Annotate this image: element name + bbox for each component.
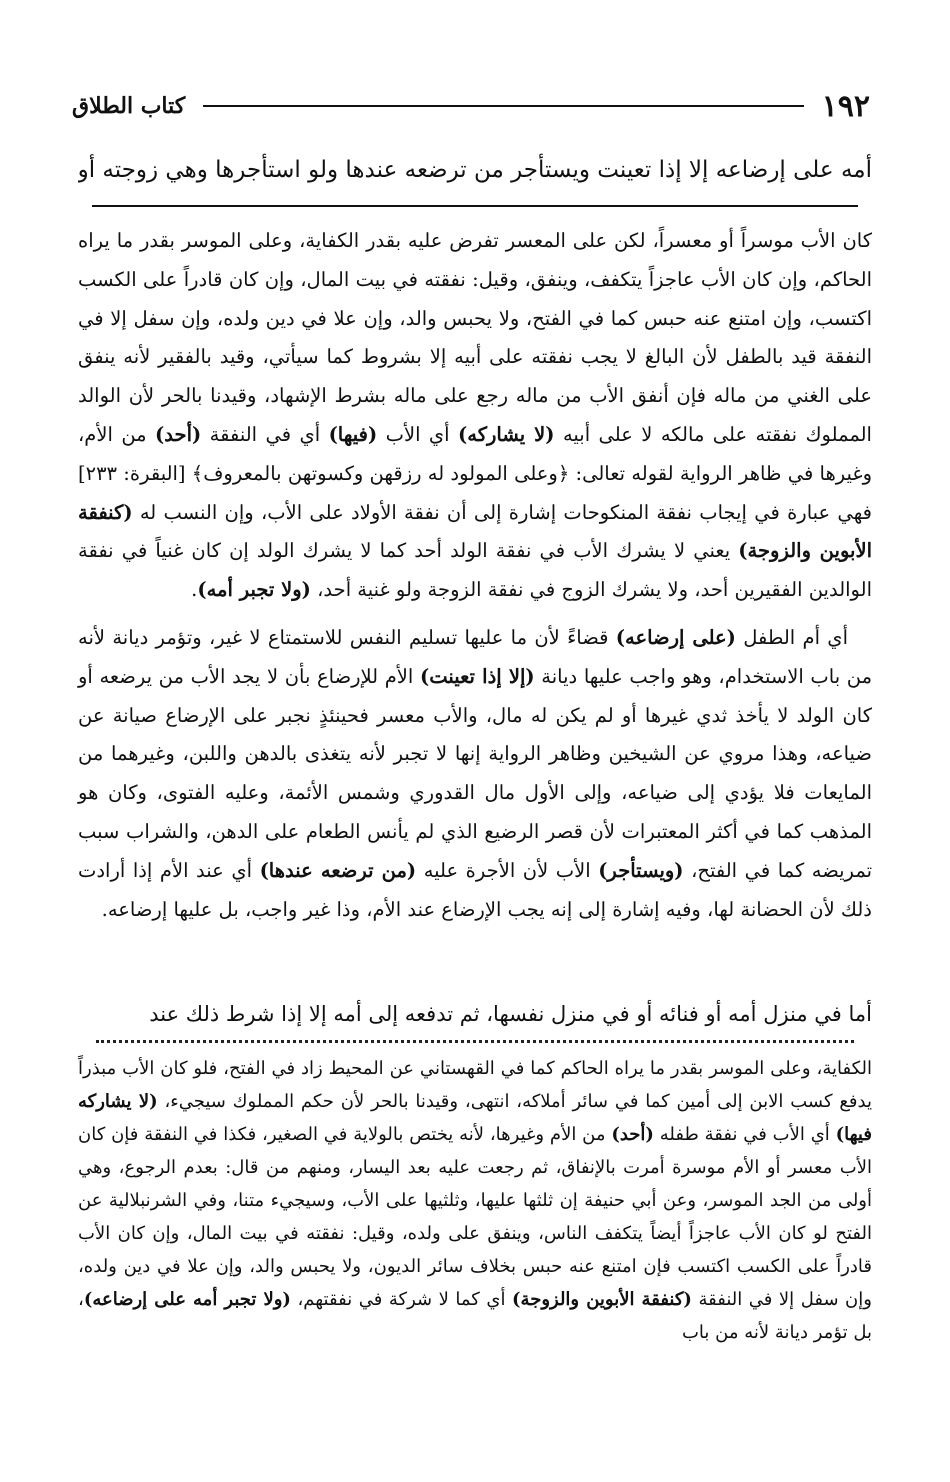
footnote-paragraph: الكفاية، وعلى الموسر بقدر ما يراه الحاكم كما في القهستاني عن المحيط زاد في الفتح، فلو كان الأب مبذراً يدفع كسب الابن إلى أمين كما في سائر أملاكه، انتهى، وقيدنا بالحر لأن حكم المملوك سيجيء، (لا يشاركه فيها) أي الأب في نفقة طفله (أحد) من الأم وغيرها، لأنه يختص بالولاية في الصغير، فكذا في النفقة فإن كان الأب معسر أو الأم موسرة أمرت بالإنفاق، ثم رجعت عليه بعد اليسار، ومنهم من قال: بعدم الرجوع، وهي أولى من الجد الموسر، وعن أبي حنيفة إن ثلثها عليها، وثلثيها على الأب، وسيجيء متنا، وفي الشرنبلالية عن الفتح لو كان الأب عاجزاً أيضاً يتكفف الناس، وينفق على ولده، وقيل: نفقته في بيت المال، وإن كان الأب قادراً على الكسب اكتسب فإن امتنع عنه حبس بخلاف سائر الديون، ولا يحبس والد، وإن علا في دين ولده، وإن سفل إلا في النفقة (كنفقة الأبوين والزوجة) أي كما لا شركة في نفقتهم، (ولا تجبر أمه على إرضاعه)، بل تؤمر ديانة لأنه من باب <box>78 1058 872 1343</box>
matn-quote: (إلا إذا تعينت) <box>419 664 535 688</box>
matn-text-bottom: أما في منزل أمه أو فنائه أو في منزل نفسها، ثم تدفعه إلى أمه إلا إذا شرط ذلك عند <box>149 1002 872 1026</box>
matn-quote: (ولا تجبر أمه) <box>197 578 311 602</box>
matn-quote: (أحد) <box>155 422 202 446</box>
commentary-body <box>78 222 872 929</box>
matn-quote: (لا يشاركه فيها) <box>78 1091 872 1145</box>
matn-quote: (لا يشاركه) <box>458 422 555 446</box>
matn-quote: (من ترضعه عندها) <box>259 858 417 882</box>
page-header <box>72 84 870 128</box>
matn-quote: (على إرضاعه) <box>615 625 736 649</box>
matn-quote: (ويستأجر) <box>598 858 684 882</box>
matn-quote: (أحد) <box>611 1124 654 1145</box>
commentary-paragraph-1: كان الأب موسراً أو معسراً، لكن على المعسر تفرض عليه بقدر الكفاية، وعلى الموسر بقدر ما يراه الحاكم، وإن كان الأب عاجزاً يتكفف، وينفق، وقيل: نفقته في بيت المال، وإن كان قادراً على الكسب اكتسب، وإن امتنع عنه حبس كما في الفتح، ولا يحبس والد، وإن علا في دين ولده، وإن سفل إلا في النفقة قيد بالطفل لأن البالغ لا يجب نفقته على أبيه إلا بشروط كما سيأتي، وقيد بالفقير لأنه ينفق على الغني من ماله فإن أنفق الأب من ماله رجع على ماله بشرط الإشهاد، وقيدنا بالحر لأن الوالد المملوك نفقته على مالكه لا على أبيه (لا يشاركه) أي الأب (فيها) أي في النفقة (أحد) من الأم، وغيرها في ظاهر الرواية لقوله تعالى: ﴿وعلى المولود له رزقهن وكسوتهن بالمعروف﴾ [البقرة: ٢٣٣] فهي عبارة في إيجاب نفقة المنكوحات إشارة إلى أن نفقة الأولاد على الأب، وإن النسب له (كنفقة الأبوين والزوجة) يعني لا يشرك الأب في نفقة الولد أحد كما لا يشرك الولد إن كان غنياً في نفقة الوالدين الفقيرين أحد، ولا يشرك الزوج في نفقة الزوجة ولو غنية أحد، (ولا تجبر أمه). <box>78 229 872 602</box>
commentary-paragraph-2: أي أم الطفل (على إرضاعه) قضاءً لأن ما عليها تسليم النفس للاستمتاع لا غير، وتؤمر ديانة لأنه من باب الاستخدام، وهو واجب عليها ديانة (إلا إذا تعينت) الأم للإرضاع بأن لا يجد الأب من يرضعه أو كان الولد لا يأخذ ثدي غيرها أو لم يكن له مال، والأب معسر فحينئذٍ نجبر على الإرضاع صيانة عن ضياعه، وهذا مروي عن الشيخين وظاهر الرواية إنها لا تجبر لأنه يتغذى بالدهن واللبن، وغيرهما من المايعات فلا يؤدي إلى ضياعه، وإلى الأول مال القدوري وشمس الأئمة، وعليه الفتوى، وكان هو المذهب كما في أكثر المعتبرات لأن قصر الرضيع الذي لم يأنس الطعام على الدهن، والشراب سبب تمريضه كما في الفتح، (ويستأجر) الأب لأن الأجرة عليه (من ترضعه عندها) أي عند الأم إذا أرادت ذلك لأن الحضانة لها، وفيه إشارة إلى إنه يجب الإرضاع عند الأم، وذا غير واجب، بل عليها إرضاعه. <box>78 625 873 921</box>
matn-quote: (ولا تجبر أمه على إرضاعه) <box>83 1289 291 1310</box>
matn-quote: (كنفقة الأبوين والزوجة) <box>78 500 872 563</box>
matn-quote: (فيها) <box>328 422 378 446</box>
footnote-body <box>78 1052 872 1349</box>
matn-text-top: أمه على إرضاعه إلا إذا تعينت ويستأجر من ترضعه عندها ولو استأجرها وهي زوجته أو <box>78 157 872 183</box>
header-rule <box>203 105 803 107</box>
separator-solid <box>92 205 858 207</box>
separator-dotted <box>96 1040 854 1043</box>
matn-quote: (كنفقة الأبوين والزوجة) <box>512 1289 692 1310</box>
page-number: ١٩٢ <box>821 88 870 124</box>
book-title: كتاب الطلاق <box>72 93 186 119</box>
